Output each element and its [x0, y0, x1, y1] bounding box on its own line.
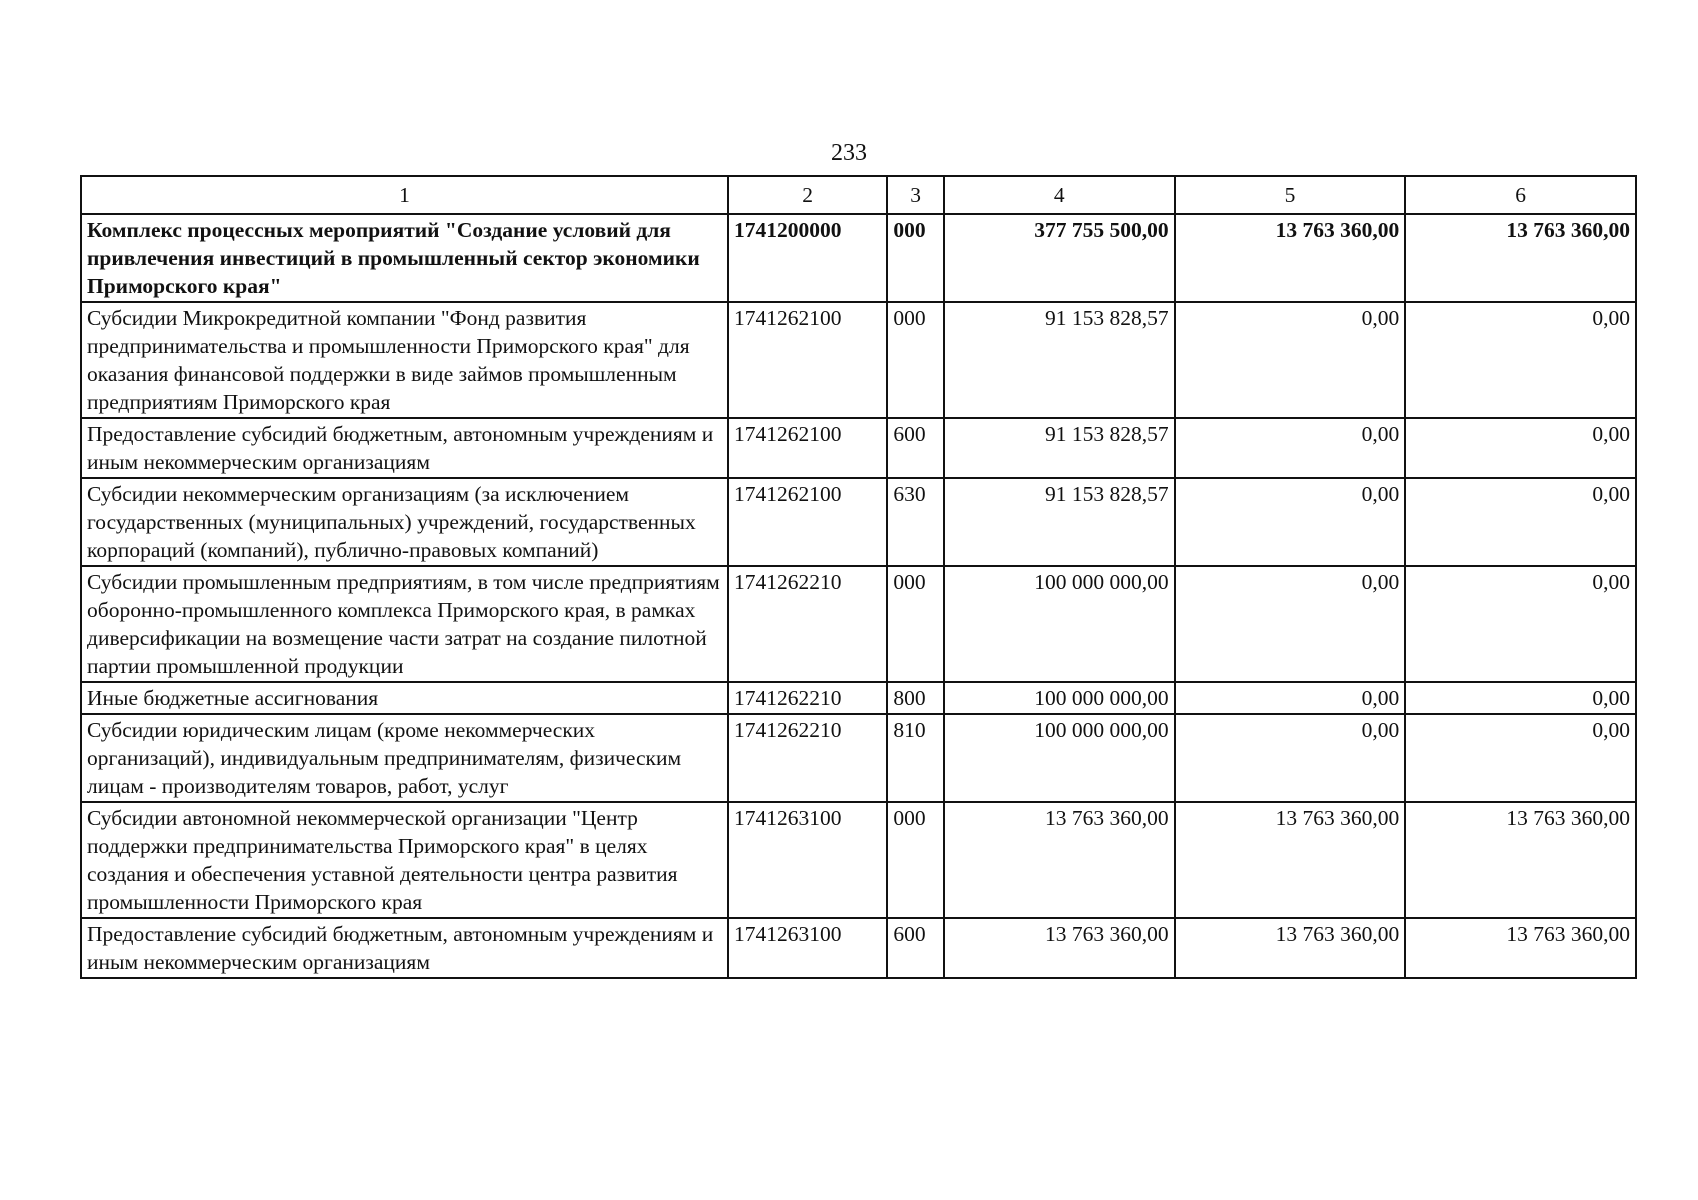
row-value-3-cell: 13 763 360,00 — [1405, 214, 1636, 302]
table-row — [81, 302, 1636, 418]
table-row — [81, 682, 1636, 714]
column-header: 2 — [728, 176, 887, 214]
row-code-cell: 1741262210 — [728, 714, 887, 802]
row-expense-type-cell: 800 — [887, 682, 944, 714]
row-name-cell: Субсидии Микрокредитной компании "Фонд развития предпринимательства и промышленности Приморского края" для оказания финансовой поддержки в виде займов промышленным предприятиям Приморского края — [81, 302, 728, 418]
row-expense-type-cell: 000 — [887, 214, 944, 302]
table-row — [81, 418, 1636, 478]
header-row — [81, 176, 1636, 214]
row-code-cell: 1741263100 — [728, 918, 887, 978]
column-header: 4 — [944, 176, 1175, 214]
row-value-3-cell: 0,00 — [1405, 682, 1636, 714]
row-expense-type-cell: 630 — [887, 478, 944, 566]
row-name-cell: Предоставление субсидий бюджетным, автономным учреждениям и иным некоммерческим организациям — [81, 918, 728, 978]
column-header: 1 — [81, 176, 728, 214]
table-row — [81, 478, 1636, 566]
row-value-3-cell: 0,00 — [1405, 478, 1636, 566]
row-expense-type-cell: 000 — [887, 802, 944, 918]
row-code-cell: 1741200000 — [728, 214, 887, 302]
column-header: 3 — [887, 176, 944, 214]
row-expense-type-cell: 810 — [887, 714, 944, 802]
row-name-cell: Субсидии промышленным предприятиям, в том числе предприятиям оборонно-промышленного комплекса Приморского края, в рамках диверсификации на возмещение части затрат на создание пилотной партии промышленной продукции — [81, 566, 728, 682]
row-name-cell: Иные бюджетные ассигнования — [81, 682, 728, 714]
page-number: 233 — [831, 140, 867, 166]
row-name-cell: Субсидии автономной некоммерческой организации "Центр поддержки предпринимательства Приморского края" в целях создания и обеспечения уставной деятельности центра развития промышленности Приморского края — [81, 802, 728, 918]
row-value-3-cell: 13 763 360,00 — [1405, 918, 1636, 978]
row-expense-type-cell: 600 — [887, 418, 944, 478]
row-value-2-cell: 0,00 — [1175, 566, 1406, 682]
row-expense-type-cell: 600 — [887, 918, 944, 978]
row-value-1-cell: 13 763 360,00 — [944, 918, 1175, 978]
table-row — [81, 918, 1636, 978]
row-value-2-cell: 13 763 360,00 — [1175, 802, 1406, 918]
row-name-cell: Субсидии некоммерческим организациям (за исключением государственных (муниципальных) учреждений, государственных корпораций (компаний), публично-правовых компаний) — [81, 478, 728, 566]
column-header: 5 — [1175, 176, 1406, 214]
row-value-1-cell: 100 000 000,00 — [944, 566, 1175, 682]
row-value-1-cell: 13 763 360,00 — [944, 802, 1175, 918]
row-name-cell: Субсидии юридическим лицам (кроме некоммерческих организаций), индивидуальным предпринимателям, физическим лицам - производителям товаров, работ, услуг — [81, 714, 728, 802]
row-code-cell: 1741262210 — [728, 566, 887, 682]
row-value-2-cell: 0,00 — [1175, 302, 1406, 418]
row-value-3-cell: 0,00 — [1405, 714, 1636, 802]
table-row — [81, 214, 1636, 302]
row-expense-type-cell: 000 — [887, 302, 944, 418]
row-value-3-cell: 0,00 — [1405, 566, 1636, 682]
row-value-2-cell: 0,00 — [1175, 714, 1406, 802]
row-code-cell: 1741262100 — [728, 302, 887, 418]
table-body — [81, 214, 1636, 978]
row-value-3-cell: 0,00 — [1405, 302, 1636, 418]
row-code-cell: 1741262210 — [728, 682, 887, 714]
row-value-3-cell: 0,00 — [1405, 418, 1636, 478]
row-name-cell: Предоставление субсидий бюджетным, автономным учреждениям и иным некоммерческим организациям — [81, 418, 728, 478]
table-row — [81, 566, 1636, 682]
row-code-cell: 1741262100 — [728, 418, 887, 478]
row-name-cell: Комплекс процессных мероприятий "Создание условий для привлечения инвестиций в промышленный сектор экономики Приморского края" — [81, 214, 728, 302]
row-value-1-cell: 91 153 828,57 — [944, 418, 1175, 478]
table-row — [81, 802, 1636, 918]
budget-table — [80, 175, 1637, 979]
row-value-1-cell: 100 000 000,00 — [944, 682, 1175, 714]
row-code-cell: 1741263100 — [728, 802, 887, 918]
table-row — [81, 714, 1636, 802]
row-value-1-cell: 100 000 000,00 — [944, 714, 1175, 802]
row-code-cell: 1741262100 — [728, 478, 887, 566]
row-value-1-cell: 377 755 500,00 — [944, 214, 1175, 302]
row-value-1-cell: 91 153 828,57 — [944, 302, 1175, 418]
row-value-3-cell: 13 763 360,00 — [1405, 802, 1636, 918]
row-value-2-cell: 0,00 — [1175, 682, 1406, 714]
row-expense-type-cell: 000 — [887, 566, 944, 682]
row-value-2-cell: 13 763 360,00 — [1175, 214, 1406, 302]
column-header: 6 — [1405, 176, 1636, 214]
row-value-2-cell: 0,00 — [1175, 418, 1406, 478]
row-value-2-cell: 0,00 — [1175, 478, 1406, 566]
row-value-1-cell: 91 153 828,57 — [944, 478, 1175, 566]
row-value-2-cell: 13 763 360,00 — [1175, 918, 1406, 978]
